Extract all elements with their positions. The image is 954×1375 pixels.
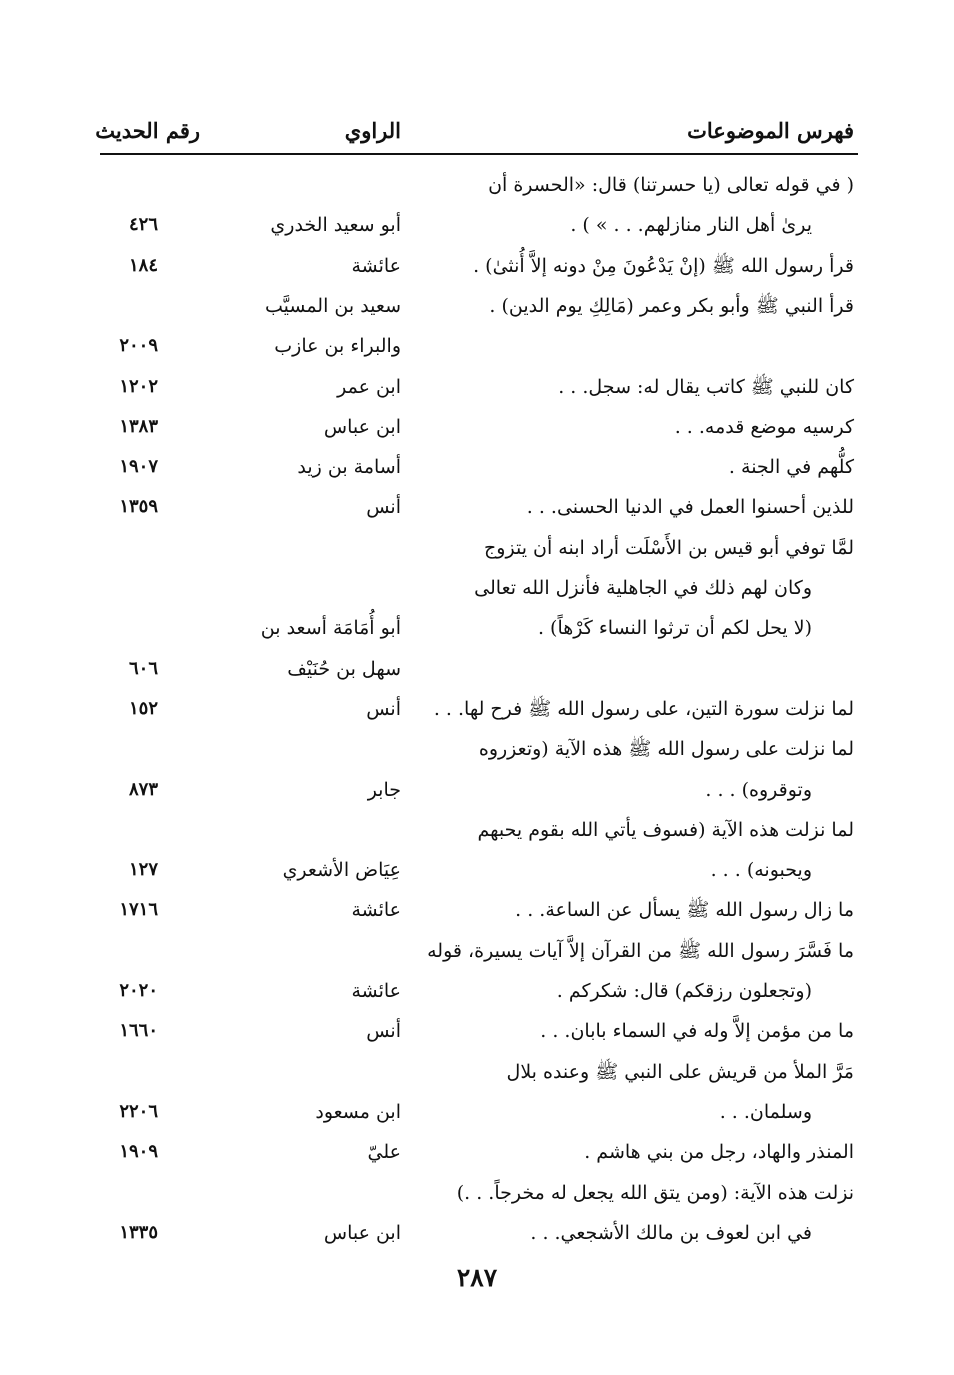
subject-entry: كلُّهم في الجنة .	[728, 456, 854, 478]
narrator-entry: عليّ	[367, 1141, 401, 1163]
subject-entry: المنذر والهاد، رجل من بني هاشم .	[584, 1141, 854, 1163]
hadith-number: ١٢٠٢	[119, 376, 158, 397]
hadith-number: ١٥٢	[128, 698, 158, 719]
hadith-number: ١٣٣٥	[119, 1222, 158, 1243]
narrator-entry: سعيد بن المسيَّب	[264, 295, 401, 317]
subject-entry: ما فَسَّرَ رسول الله ﷺ من القرآن إلاَّ آيات يسيرة، قوله	[427, 940, 854, 962]
subject-entry: لما نزلت على رسول الله ﷺ هذه الآية (وتعزروه	[478, 738, 854, 760]
subject-entry: لما نزلت سورة التين، على رسول الله ﷺ فرح لها. . .	[433, 698, 854, 720]
narrator-entry: أسامة بن زيد	[297, 456, 401, 478]
subject-entry: نزلت هذه الآية: (ومن يتق الله يجعل له مخرجاً. . .)	[456, 1182, 854, 1204]
narrator-entry: عائشة	[351, 899, 401, 921]
subject-entry: يرىٰ أهل النار منازلهم. . . » ) .	[570, 214, 812, 236]
narrator-entry: عِيَاض الأشعري	[282, 859, 401, 881]
narrator-entry: سهل بن حُنَيْف	[287, 658, 401, 680]
narrator-entry: أبو سعيد الخدري	[270, 214, 401, 236]
subject-entry: كرسيه موضع قدمه. . .	[674, 416, 854, 438]
hadith-number: ٢٢٠٦	[119, 1101, 158, 1122]
narrator-entry: أنس	[366, 698, 401, 720]
subject-entry: لمَّا توفي أبو قيس بن الأَسْلَت أراد ابنه أن يتزوج	[484, 537, 854, 559]
subject-entry: ما زال رسول الله ﷺ يسأل عن الساعة. . .	[515, 899, 854, 921]
hadith-number: ٨٧٣	[128, 779, 158, 800]
narrator-entry: أنس	[366, 1020, 401, 1042]
narrator-entry: ابن عباس	[323, 1222, 401, 1244]
subject-entry: للذين أحسنوا العمل في الدنيا الحسنى. . .	[526, 496, 854, 518]
subject-entry: (لا يحل لكم أن ترثوا النساء كَرْهاً) .	[537, 617, 812, 639]
header-narrator: الراوي	[344, 118, 401, 143]
narrator-entry: عائشة	[351, 255, 401, 277]
hadith-number: ١٦٦٠	[119, 1020, 158, 1041]
hadith-number: ٢٠٠٩	[119, 335, 158, 356]
subject-entry: ما من مؤمن إلاَّ وله في السماء بابان. . .	[540, 1020, 854, 1042]
narrator-entry: أبو أُمَامَة أسعد بن	[260, 617, 401, 639]
subject-entry: وتوقروه) . . .	[705, 779, 812, 801]
narrator-entry: ابن عباس	[323, 416, 401, 438]
page-number: ٢٨٧	[456, 1263, 498, 1292]
subject-entry: لما نزلت هذه الآية (فسوف يأتي الله بقوم يحبهم	[477, 819, 854, 841]
hadith-number: ١٩٠٩	[119, 1141, 158, 1162]
hadith-number: ١٢٧	[128, 859, 158, 880]
narrator-entry: جابر	[367, 779, 401, 801]
subject-entry: ( في قوله تعالى (يا حسرتنا) قال: «الحسرة أن	[488, 174, 854, 196]
subject-entry: قرأ النبي ﷺ وأبو بكر وعمر (مَالِكِ يوم الدين) .	[489, 295, 854, 317]
subject-entry: (وتجعلون رزقكم) قال: شكركم .	[556, 980, 812, 1002]
hadith-number: ١٣٨٣	[119, 416, 158, 437]
hadith-number: ١٣٥٩	[119, 496, 158, 517]
narrator-entry: عائشة	[351, 980, 401, 1002]
subject-entry: في ابن لعوف بن مالك الأشجعي. . .	[530, 1222, 812, 1244]
header-number: رقم الحديث	[95, 118, 200, 143]
subject-entry: مَرَّ الملأ من قريش على النبي ﷺ وعنده بلال	[506, 1061, 854, 1083]
header-rule	[100, 153, 858, 155]
hadith-number: ١٨٤	[128, 255, 158, 276]
narrator-entry: ابن مسعود	[315, 1101, 401, 1123]
subject-entry: وسلمان. . .	[719, 1101, 812, 1123]
narrator-entry: ابن عمر	[337, 376, 401, 398]
hadith-number: ١٧١٦	[119, 899, 158, 920]
subject-entry: وكان لهم ذلك في الجاهلية فأنزل الله تعالى	[474, 577, 812, 599]
narrator-entry: والبراء بن عازب	[274, 335, 401, 357]
narrator-entry: أنس	[366, 496, 401, 518]
hadith-number: ٦٠٦	[128, 658, 158, 679]
subject-entry: قرأ رسول الله ﷺ (إنْ يَدْعُونَ مِنْ دونه إلاَّ أُنثىٰ) .	[473, 255, 854, 277]
hadith-number: ٢٠٢٠	[119, 980, 158, 1001]
hadith-number: ١٩٠٧	[119, 456, 158, 477]
subject-entry: كان للنبي ﷺ كاتب يقال له: سجل. . .	[558, 376, 854, 398]
header-subject: فهرس الموضوعات	[687, 118, 854, 143]
subject-entry: ويحبونه) . . .	[710, 859, 812, 881]
hadith-number: ٤٢٦	[128, 214, 158, 235]
